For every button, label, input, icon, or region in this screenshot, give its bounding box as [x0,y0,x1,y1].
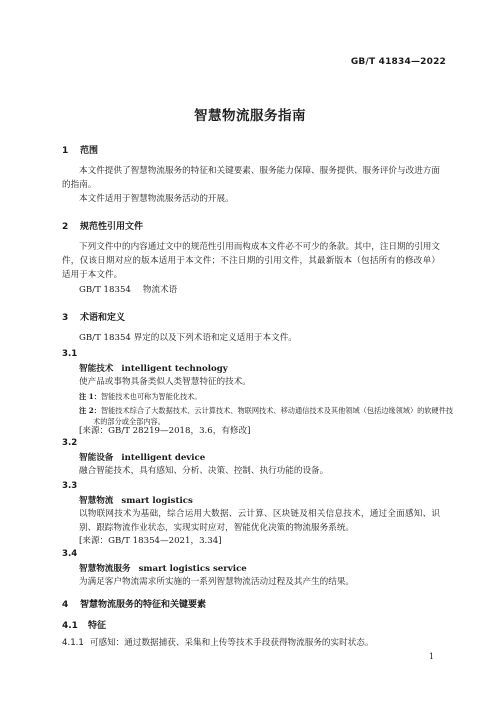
section-heading: 3 术语和定义 [62,313,126,323]
page-number: 1 [428,652,434,661]
note: 注 2：智能技术综合了大数据技术、云计算技术、物联网技术、移动通信技术及其他领域（包括边缘领域）的软硬件技术的部分或全部内容。 [79,406,454,426]
document-title: 智慧物流服务指南 [194,108,306,124]
section-heading: 2 规范性引用文件 [62,222,144,232]
term-definition: 为满足客户物流需求所实施的一系列智慧物流活动过程及其产生的结果。 [79,577,355,587]
paragraph: 下列文件中的内容通过文中的规范性引用而构成本文件必不可少的条款。其中，注日期的引用文件，仅该日期对应的版本适用于本文件；不注日期的引用文件，其最新版本（包括所有的修改单）适用于本文件。 [62,242,440,280]
section-heading: 1 范围 [62,146,99,156]
paragraph: 本文件提供了智慧物流服务的特征和关键要素、服务能力保障、服务提供、服务评价与改进方面的指南。 [62,166,440,190]
section-heading: 4 智慧物流服务的特征和关键要素 [62,600,207,610]
paragraph [62,283,440,297]
note: 注 1：智能技术也可称为智能化技术。 [79,392,202,401]
term-number: 3.3 [62,481,78,491]
source-reference: [来源：GB/T 28219—2018，3.6，有修改] [79,426,251,436]
term-name: 智能设备 intelligent device [79,453,206,463]
term-number: 3.4 [62,549,78,559]
term-name: 智能技术 intelligent technology [79,364,228,374]
standard-number: GB/T 41834—2022 [350,57,446,67]
term-definition: 以物联网技术为基础，综合运用大数据、云计算、区块链及相关信息技术，通过全面感知、识别、跟踪物流作业状态，实现实时应对，智能优化决策的物流服务系统。 [79,509,440,533]
paragraph: 本文件适用于智慧物流服务活动的开展。 [79,194,234,204]
term-definition: 融合智能技术，具有感知、分析、决策、控制、执行功能的设备。 [79,466,329,476]
ref-title: 物流术语 [142,285,178,295]
term-number: 3.1 [62,349,78,359]
term-name: 智慧物流服务 smart logistics service [79,564,247,574]
paragraph: GB/T 18354 界定的以及下列术语和定义适用于本文件。 [79,333,297,343]
term-name: 智慧物流 smart logistics [79,496,193,506]
subsection-heading: 4.1 特征 [62,621,107,631]
term-definition: 使产品或事物具备类似人类智慧特征的技术。 [79,377,251,387]
ref-code: GB/T 18354 [79,285,131,295]
term-number: 3.2 [62,438,78,448]
clause-item: 4.1.1 可感知：通过数据捕获、采集和上传等技术手段获得物流服务的实时状态。 [62,638,374,648]
source-reference: [来源：GB/T 18354—2021，3.34] [79,536,222,546]
